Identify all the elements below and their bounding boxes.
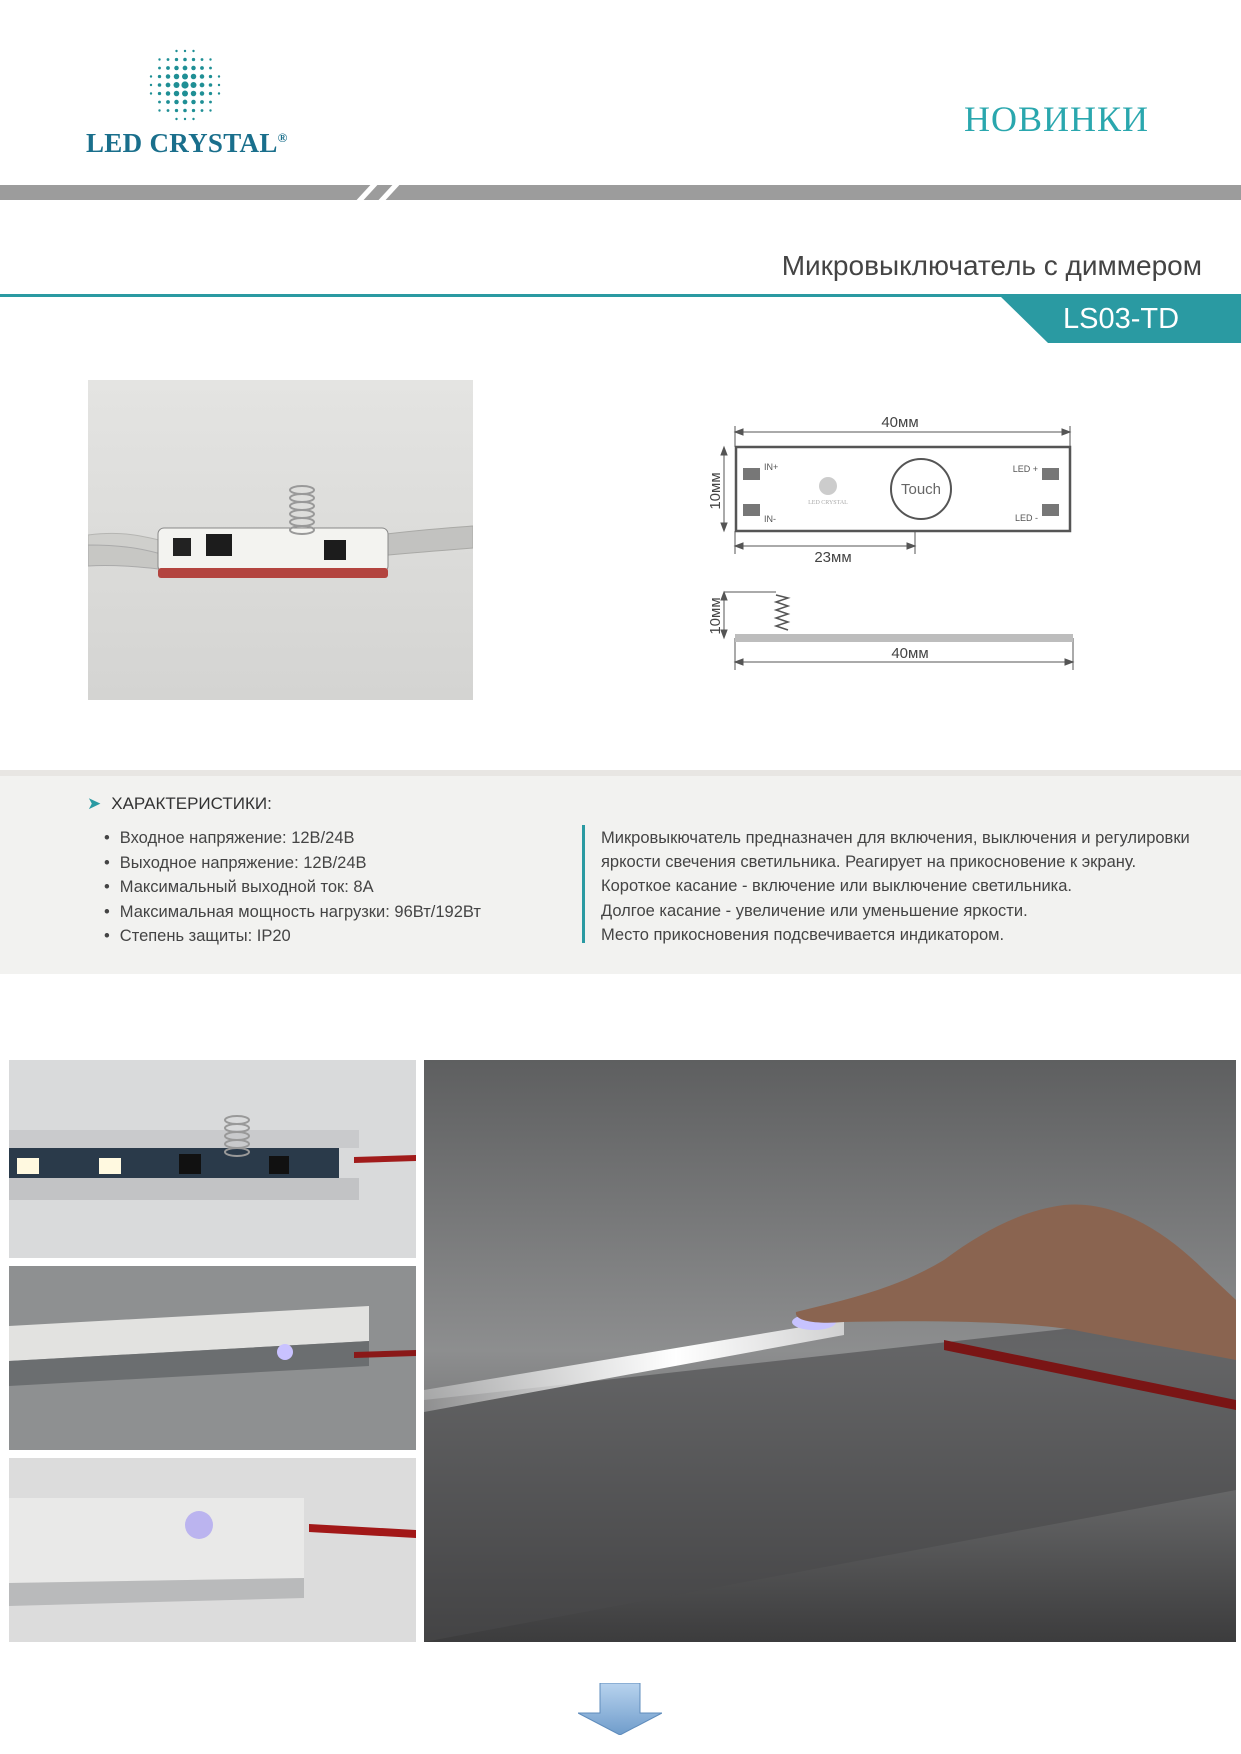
dimension-diagram xyxy=(680,400,1100,680)
product-title: Микровыключатель с диммером xyxy=(781,250,1202,281)
pin-in-plus: IN+ xyxy=(764,462,779,472)
spec-item: • Степень защиты: IP20 xyxy=(104,924,481,949)
product-photo xyxy=(88,380,473,700)
dim-side-width: 40мм xyxy=(891,645,929,662)
description-line: Микровыкючатель предназначен для включения, выключения и регулировки xyxy=(601,829,1190,847)
description-line: яркости свечения светильника. Реагирует на прикосновение к экрану. xyxy=(601,853,1137,872)
spec-item: • Максимальный выходной ток: 8А xyxy=(104,875,481,900)
pcb-brand-text: LED CRYSTAL xyxy=(808,500,848,506)
touch-demo-photo xyxy=(424,1060,1236,1642)
description xyxy=(601,826,1221,947)
description-line: Место прикосновения подсвечивается индикатором. xyxy=(601,925,1005,944)
specs-heading xyxy=(87,794,272,814)
profile-photo-covered xyxy=(9,1266,416,1450)
brand-registered-mark: ® xyxy=(277,130,288,145)
dim-height: 10мм xyxy=(707,472,724,510)
dim-side-height: 10мм xyxy=(707,597,724,635)
divider-slashes xyxy=(330,180,430,205)
brand-name: LED CRYSTAL xyxy=(86,128,278,158)
touch-label: Touch xyxy=(900,481,942,498)
specs-heading-text: ХАРАКТЕРИСТИКИ: xyxy=(111,794,272,813)
spec-item: • Максимальная мощность нагрузки: 96Вт/192Вт xyxy=(104,900,481,925)
chevron-right-icon: ➤ xyxy=(87,794,102,813)
spec-item: • Выходное напряжение: 12В/24В xyxy=(104,851,481,876)
description-accent xyxy=(582,825,585,943)
brand-logo xyxy=(86,128,288,159)
pin-led-plus: LED + xyxy=(1012,464,1038,474)
dim-touch-offset: 23мм xyxy=(814,549,852,566)
description-line: Долгое касание - увеличение или уменьшение яркости. xyxy=(601,901,1028,920)
model-number: LS03-TD xyxy=(1063,303,1180,335)
specs-list xyxy=(104,826,481,949)
section-title: НОВИНКИ xyxy=(963,99,1149,139)
pin-led-minus: LED - xyxy=(1014,513,1038,523)
profile-photo-indicator xyxy=(9,1458,416,1642)
header-divider xyxy=(0,185,1241,200)
description-line: Короткое касание - включение или выключение светильника. xyxy=(601,877,1073,896)
logo-icon xyxy=(145,45,225,125)
spec-item: • Входное напряжение: 12В/24В xyxy=(104,826,481,851)
arrow-down-icon xyxy=(578,1683,662,1735)
profile-photo-open xyxy=(9,1060,416,1258)
pin-in-minus: IN- xyxy=(764,514,776,524)
dim-top-width: 40мм xyxy=(881,414,919,431)
